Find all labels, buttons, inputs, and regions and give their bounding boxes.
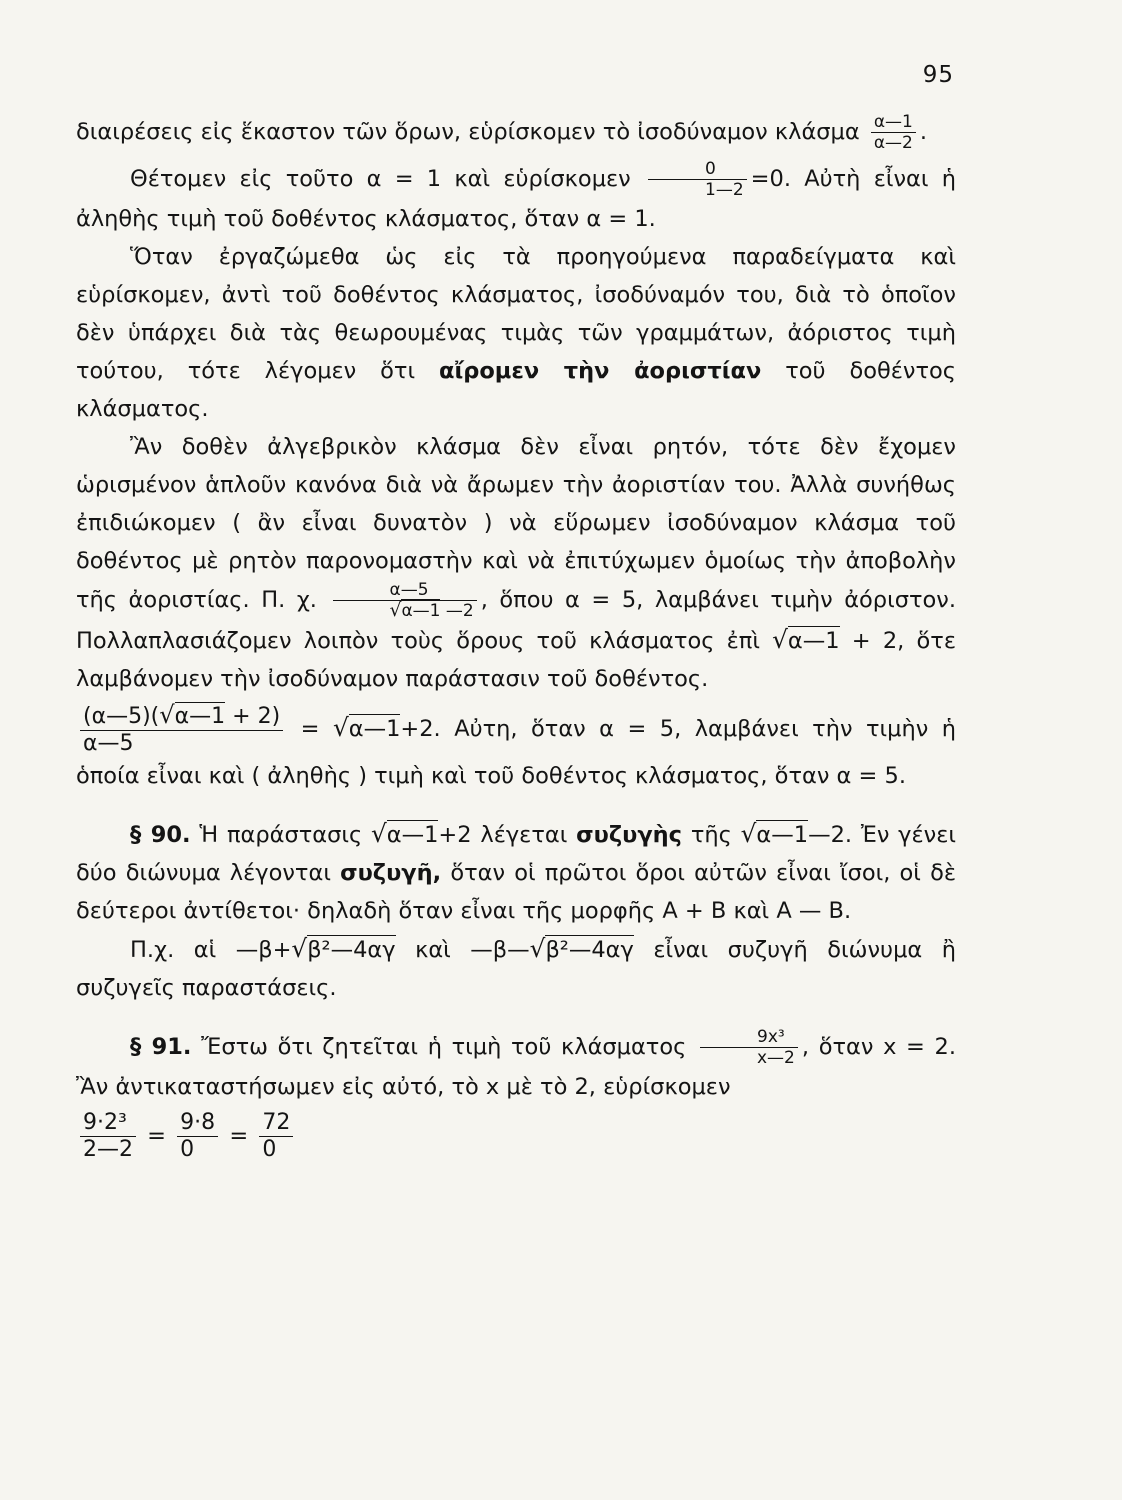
fraction-denominator <box>333 601 477 621</box>
radical-sign-icon: √ <box>772 625 788 654</box>
s90-text-d: —2. <box>808 822 853 848</box>
paragraph-3 <box>76 238 956 428</box>
radicand: β²—4αγ <box>307 937 396 963</box>
equation-1-fraction <box>80 702 283 757</box>
radicand: α—1 <box>348 716 401 742</box>
fraction-eq2-3 <box>259 1110 293 1163</box>
fraction-a1-a2 <box>871 112 916 153</box>
fraction-9x3-over-x-2 <box>700 1027 798 1068</box>
radicand: β²—4αγ <box>545 937 634 963</box>
fraction-numerator: 9·8 <box>177 1110 218 1137</box>
equals-sign: = <box>229 1123 249 1149</box>
ex-text-c: εἶναι συζυγῆ διώνυμα ἢ συζυγεῖς παραστάσεις. <box>76 937 957 1001</box>
num-part-b: + 2) <box>225 704 281 729</box>
radicand: α—1 <box>401 601 441 621</box>
radical-sign-icon: √ <box>291 934 308 963</box>
radicand: α—1 <box>756 822 809 848</box>
radicand: α—1 <box>386 822 439 848</box>
page-number: 95 <box>922 62 954 88</box>
section-label: § 90. <box>130 822 191 848</box>
ex-text-b: καὶ —β— <box>415 937 530 963</box>
p2-text-b: =0. Αὐτὴ εἶναι ἡ <box>750 166 957 192</box>
section-label: § 91. <box>130 1034 192 1060</box>
fraction-numerator: 9x³ <box>700 1027 798 1048</box>
spacer <box>76 795 956 815</box>
radicand: α—1 <box>174 704 226 729</box>
fraction-eq2-1 <box>80 1110 136 1163</box>
fraction-denominator: 1—2 <box>705 180 744 200</box>
fraction-denominator: α—2 <box>873 133 913 153</box>
fraction-numerator: α—1 <box>871 112 916 133</box>
s90-text-b: +2 λέγεται <box>438 822 568 848</box>
p4-text-c: α = 5, λαμβάνει τιμὴν ἀόριστον. Πολλαπλασιάζομεν λοιπὸν τοὺς ὅρους τοῦ κλάσματος ἐπὶ <box>76 587 956 654</box>
eq1-result-tail: +2. <box>400 716 441 742</box>
p4-text-a: Ἂν δοθὲν ἀλγεβρικὸν κλάσμα δὲν εἶναι ρητόν, τότε δὲν ἔχομεν ὡρισμένον ἁπλοῦν κανόνα διὰ νὰ ἄρωμεν τὴν ἀοριστίαν του. Ἀλλὰ συνήθως ἐπιδιώκομεν ( ἂν εἶναι δυνατὸν ) νὰ εὕρωμεν ἰσοδύναμον κλάσμα τοῦ δοθέντος μὲ ρητὸν παρονομαστὴν καὶ νὰ ἐπιτύχωμεν ὁμοίως τὴν ἀποβολὴν τῆς ἀοριστίας. Π. χ. <box>76 434 956 613</box>
s90-text-f: ὅταν οἱ πρῶτοι ὅροι αὐτῶν εἶναι ἴσοι, οἱ δὲ δεύτεροι ἀντίθετοι· δηλαδὴ ὅταν εἶναι τῆς μορφῆς Α + Β καὶ Α — Β. <box>76 860 956 924</box>
radical-sign-icon: √ <box>389 600 402 621</box>
fraction-numerator: 9·2³ <box>80 1110 136 1137</box>
p3-bold-term: αἴρομεν τὴν ἀοριστίαν <box>439 358 762 384</box>
example-paragraph <box>76 930 956 1007</box>
radical-sign-icon: √ <box>370 819 387 848</box>
page-body <box>76 112 956 1163</box>
fraction-example <box>333 580 477 621</box>
fraction-denominator: 2—2 <box>83 1137 133 1162</box>
fraction-numerator <box>80 702 283 731</box>
section-90 <box>76 815 956 930</box>
ex-text-a: Π.χ. αἱ —β+ <box>130 937 292 963</box>
equation-1 <box>76 702 956 795</box>
p3-text-b: τοῦ δοθέντος κλάσματος. <box>76 358 956 422</box>
denominator-tail: —2 <box>440 601 474 621</box>
radical-sign-icon: √ <box>529 934 546 963</box>
fraction-denominator: 0 <box>262 1137 277 1162</box>
p4-text-d: + 2, ὅτε λαμβάνομεν τὴν ἰσοδύναμον παράστασιν τοῦ δοθέντος. <box>76 628 956 692</box>
paragraph-1 <box>76 112 956 153</box>
spacer <box>76 1007 956 1027</box>
fraction-eq2-2 <box>177 1110 218 1163</box>
fraction-0-over-1-2 <box>648 159 747 200</box>
fraction-numerator: 72 <box>259 1110 293 1137</box>
num-part-a: (α—5)( <box>83 704 160 729</box>
s91-text-b: , ὅταν x = 2. Ἂν ἀντικαταστήσωμεν εἰς αὐτό, τὸ x μὲ τὸ 2, εὑρίσκομεν <box>76 1034 957 1100</box>
s90-text-c: τῆς <box>690 822 732 848</box>
radical-sign-icon: √ <box>332 713 349 742</box>
p1-end: . <box>919 119 928 145</box>
radical-sign-icon: √ <box>740 819 757 848</box>
p2-text-a: Θέτομεν εἰς τοῦτο α = 1 καὶ εὑρίσκομεν <box>130 166 631 192</box>
s91-text-a: Ἔστω ὅτι ζητεῖται ἡ τιμὴ τοῦ κλάσματος <box>201 1034 687 1060</box>
s90-bold-term-2: συζυγῆ, <box>340 860 442 886</box>
p3-text-a: Ὅταν ἐργαζώμεθα ὡς εἰς τὰ προηγούμενα παραδείγματα καὶ εὑρίσκομεν, ἀντὶ τοῦ δοθέντος κλάσματος, ἰσοδύναμόν του, διὰ τὸ ὁποῖον δὲν ὑπάρχει διὰ τὰς θεωρουμένας τιμὰς τῶν γραμμάτων, ἀόριστος τιμὴ τούτου, τότε λέγομεν ὅτι <box>76 244 956 384</box>
s90-text-e: Ἐν γένει δύο διώνυμα λέγονται <box>76 822 957 886</box>
fraction-denominator: x—2 <box>757 1048 795 1068</box>
fraction-denominator: 0 <box>180 1137 195 1162</box>
s90-text-a: Ἡ παράστασις <box>199 822 363 848</box>
fraction-numerator: 0 <box>648 159 747 180</box>
equals-sign: = <box>147 1123 167 1149</box>
radicand: α—1 <box>787 628 840 654</box>
eq1-continuation: ἡ ὁποία εἶναι καὶ ( ἀληθὴς ) τιμὴ καὶ τοῦ δοθέντος κλάσματος, ὅταν α = 5. <box>76 716 957 789</box>
s90-bold-term: συζυγὴς <box>576 822 683 848</box>
section-91 <box>76 1027 956 1106</box>
p2-text-c: ἀληθὴς τιμὴ τοῦ δοθέντος κλάσματος, ὅταν α = 1. <box>76 206 656 232</box>
equation-2 <box>76 1110 956 1163</box>
radical-sign-icon: √ <box>159 701 175 729</box>
paragraph-2 <box>76 159 956 238</box>
p1-text: διαιρέσεις εἰς ἕκαστον τῶν ὅρων, εὑρίσκομεν τὸ ἰσοδύναμον κλάσμα <box>76 119 860 145</box>
eq1-text: Αὐτη, ὅταν α = 5, λαμβάνει τὴν τιμὴν <box>454 716 929 742</box>
p4-text-b: , ὅπου <box>480 587 554 613</box>
fraction-numerator: α—5 <box>333 580 477 601</box>
fraction-denominator: α—5 <box>83 731 134 756</box>
paragraph-4 <box>76 428 956 698</box>
equals-sign: = <box>300 716 333 742</box>
